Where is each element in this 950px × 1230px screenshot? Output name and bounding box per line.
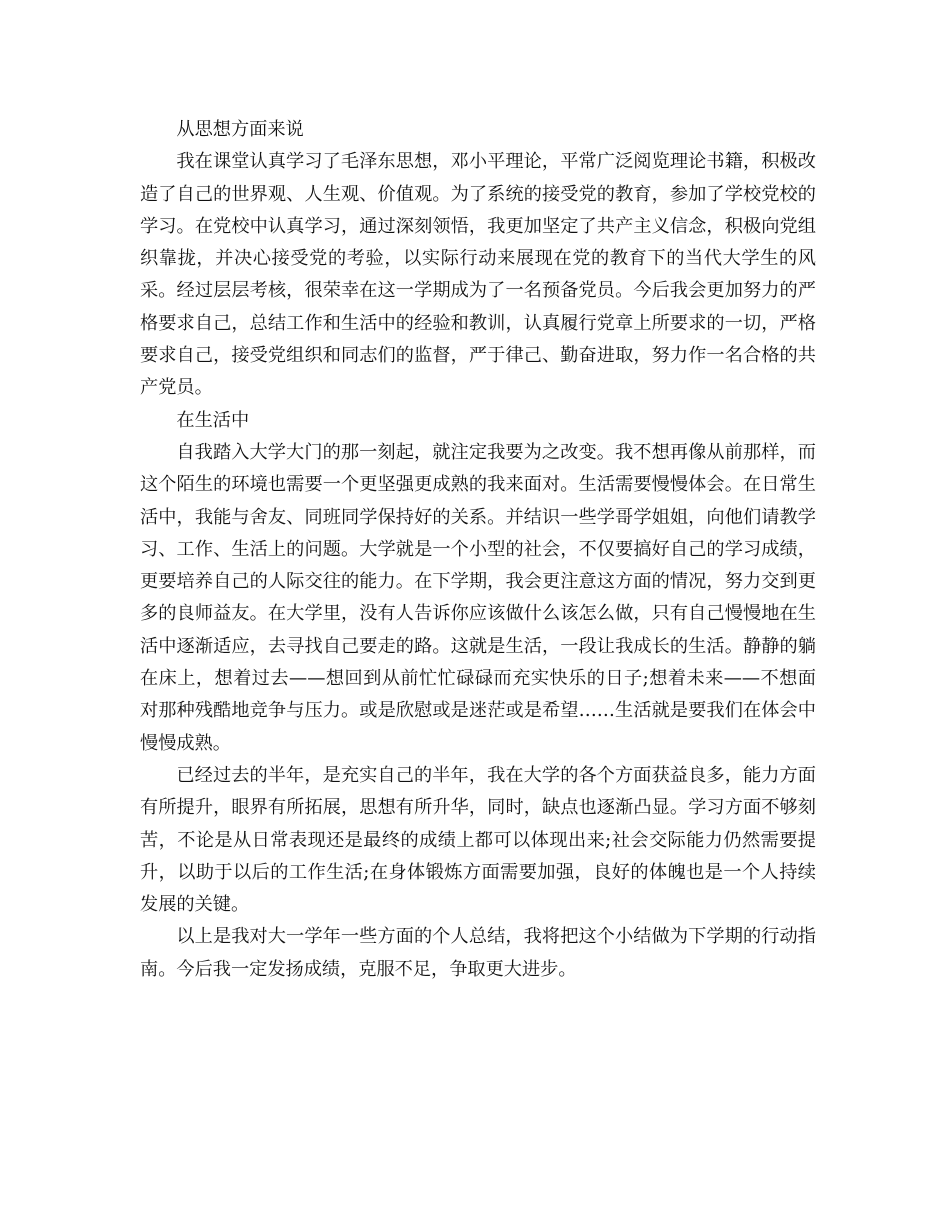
section-heading-thought: 从思想方面来说 bbox=[176, 119, 304, 140]
paragraph-reflection: 已经过去的半年，是充实自己的半年，我在大学的各个方面获益良多，能力方面有所提升，眼界有所拓展，思想有所升华，同时，缺点也逐渐凸显。学习方面不够刻苦，不论是从日常表现还是最终的成绩上都可以体现出来;社会交际能力仍然需要提升，以助于以后的工作生活;在身体锻炼方面需要加强，良好的体魄也是一个人持续发展的关键。 bbox=[140, 764, 816, 916]
paragraph-thought: 我在课堂认真学习了毛泽东思想，邓小平理论，平常广泛阅览理论书籍，积极改造了自己的世界观、人生观、价值观。为了系统的接受党的教育，参加了学校党校的学习。在党校中认真学习，通过深刻领悟，我更加坚定了共产主义信念，积极向党组织靠拢，并决心接受党的考验，以实际行动来展现在党的教育下的当代大学生的风采。经过层层考核，很荣幸在这一学期成为了一名预备党员。今后我会更加努力的严格要求自己，总结工作和生活中的经验和教训，认真履行党章上所要求的一切，严格要求自己，接受党组织和同志们的监督，严于律己、勤奋进取，努力作一名合格的共产党员。 bbox=[140, 151, 816, 399]
paragraph-life: 自我踏入大学大门的那一刻起，就注定我要为之改变。我不想再像从前那样，而这个陌生的环境也需要一个更坚强更成熟的我来面对。生活需要慢慢体会。在日常生活中，我能与舍友、同班同学保持好的关系。并结识一些学哥学姐姐，向他们请教学习、工作、生活上的问题。大学就是一个小型的社会，不仅要搞好自己的学习成绩，更要培养自己的人际交往的能力。在下学期，我会更注意这方面的情况，努力交到更多的良师益友。在大学里，没有人告诉你应该做什么该怎么做，只有自己慢慢地在生活中逐渐适应，去寻找自己要走的路。这就是生活，一段让我成长的生活。静静的躺在床上，想着过去——想回到从前忙忙碌碌而充实快乐的日子;想着未来——不想面对那种残酷地竞争与压力。或是欣慰或是迷茫或是希望……生活就是要我们在体会中慢慢成熟。 bbox=[140, 441, 816, 754]
document-body bbox=[140, 114, 816, 986]
section-heading-life: 在生活中 bbox=[176, 409, 250, 431]
paragraph-conclusion: 以上是我对大一学年一些方面的个人总结，我将把这个小结做为下学期的行动指南。今后我一定发扬成绩，克服不足，争取更大进步。 bbox=[140, 926, 816, 980]
